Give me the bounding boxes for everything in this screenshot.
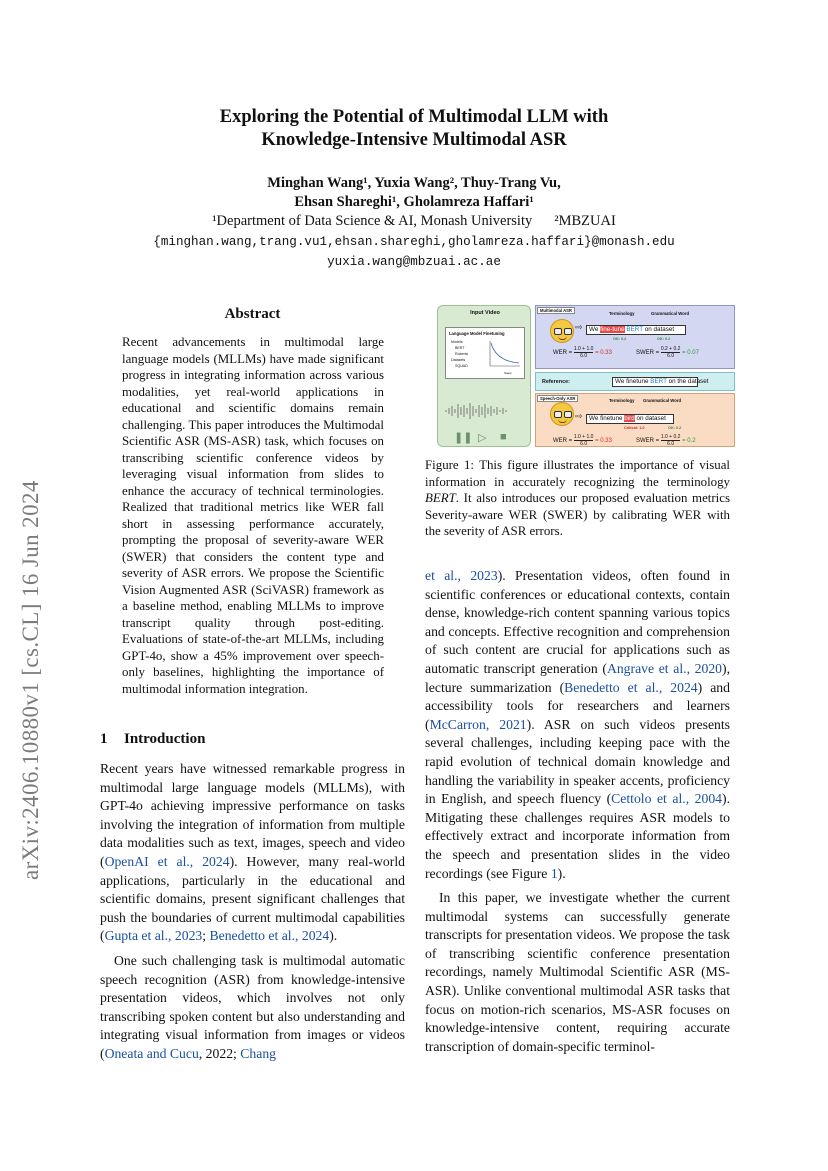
- numerator: 1.0 + 1.0: [573, 346, 594, 352]
- slide-title: Language Model Finetuning: [449, 331, 505, 336]
- word: on: [644, 326, 652, 333]
- text-run: ).: [557, 865, 566, 881]
- ok-score: OK: 0.2: [613, 337, 627, 341]
- citation-link[interactable]: et al., 2023: [425, 568, 498, 583]
- word: dataset: [653, 326, 675, 333]
- intro-paragraph-1: [100, 760, 405, 946]
- reference-panel: [535, 372, 735, 391]
- input-video-label: Input Video: [470, 310, 500, 316]
- term-word: BERT: [650, 378, 667, 385]
- wer-formula: [553, 434, 612, 447]
- denominator: 6.0: [580, 353, 588, 359]
- reference-sentence: [612, 377, 709, 387]
- figure-1-caption: [425, 457, 730, 540]
- citation-link[interactable]: McCarron, 2021: [429, 716, 527, 732]
- numerator: 1.0 + 0.2: [660, 434, 681, 440]
- numerator: 0.2 + 0.2: [660, 346, 681, 352]
- arrow-icon: ⇨: [575, 322, 583, 332]
- error-word: bird: [624, 415, 635, 422]
- figure-1: [437, 305, 735, 448]
- slide-thumbnail: [445, 327, 525, 379]
- swer-result: = 0.07: [682, 350, 699, 357]
- wer-formula: [553, 346, 612, 359]
- citation-link[interactable]: Benedetto et al., 2024: [564, 679, 698, 695]
- caption-emphasis: BERT: [425, 491, 456, 506]
- axis-steps: Steps: [504, 371, 512, 375]
- citation-link[interactable]: Benedetto et al., 2024: [209, 928, 330, 944]
- slide-item: Roberta: [455, 352, 468, 356]
- text-run: ;: [233, 1045, 241, 1061]
- term-word: BERT: [626, 326, 643, 333]
- text-run: ). However, many real-world applications, particularly in the educational and scientific domains, present significant challenges that push the boundaries of current multimodal capabilities (: [100, 853, 405, 944]
- caption-text: . It also introduces our proposed evaluation metrics Severity-aware WER (SWER) by calibrating WER with the severity of ASR errors.: [425, 491, 730, 539]
- affiliations: [100, 212, 728, 231]
- error-word: fine-tune: [600, 326, 625, 333]
- text-run: , 2022: [198, 1045, 234, 1061]
- text-run: ). Mitigating these challenges requires ASR models to effectively extract and incorporate information from the speech and presentation slides in the video recordings (see Figure: [425, 791, 731, 881]
- section-heading-introduction: [100, 731, 205, 748]
- title-line-1: Exploring the Potential of Multimodal LLM with: [219, 107, 609, 127]
- ok-score: OK: 0.2: [668, 426, 682, 430]
- right-paragraph-2: In this paper, we investigate whether the current multimodal systems can successfully generate transcripts for presentation videos. We propose the task of transcribing scientific conference presentation recordings, namely Multimodal Scientific ASR (MS-ASR). Unlike conventional multimodal ASR tasks that focus on motion-rich scenarios, MS-ASR focuses on knowledge-intensive content, requiring accurate transcription of domain-specific terminol-: [425, 890, 730, 1054]
- caption-text: Figure 1: This figure illustrates the importance of visual information in accurately recognizing the terminology: [425, 458, 730, 489]
- emails: [80, 232, 748, 272]
- text-run: ). ASR on such videos presents several challenges, including keeping pace with the rapid evolution of technical domain knowledge and handling the variability in speaker accents, proficiency in English, and speech fluency (: [425, 716, 730, 807]
- audio-waveform-icon: [444, 402, 508, 420]
- citation-link[interactable]: Oneata and Cucu: [104, 1045, 199, 1061]
- error-word: on: [636, 415, 644, 422]
- stop-icon[interactable]: ■: [500, 431, 507, 443]
- play-icon[interactable]: ▷: [478, 432, 487, 444]
- grammatical-word-label: Grammatical Word: [651, 311, 690, 316]
- loss-curve-icon: [488, 339, 522, 369]
- wer-result: = 0.33: [595, 438, 612, 445]
- denominator: 6.0: [667, 441, 675, 447]
- slide-item: SQUAD: [455, 364, 468, 368]
- citation-link[interactable]: Angrave et al., 2020: [606, 660, 723, 676]
- right-column-body: [425, 567, 730, 1056]
- swer-label: SWER =: [636, 350, 660, 357]
- terminology-label: Terminology: [609, 311, 635, 316]
- multimodal-asr-panel: [535, 305, 735, 369]
- figure-reference-link[interactable]: 1: [550, 865, 558, 881]
- swer-result: = 0.2: [682, 438, 696, 445]
- section-number: 1: [100, 731, 108, 747]
- text-run: One such challenging task is multimodal automatic speech recognition (ASR) from knowledge-intensive presentation videos, which involves not only transcribing spoken content but also understanding and integrating visual information from images or videos (: [100, 952, 405, 1061]
- swer-formula: [636, 346, 699, 359]
- citation-link[interactable]: Gupta et al., 2023: [104, 928, 203, 944]
- denominator: 6.0: [580, 441, 588, 447]
- title-line-2: Knowledge-Intensive Multimodal ASR: [261, 130, 567, 150]
- citation-link[interactable]: Chang: [240, 1045, 277, 1061]
- robot-face-icon: [550, 402, 574, 426]
- paper-title: [100, 106, 728, 152]
- left-column-body: [100, 760, 405, 1064]
- wer-label: WER =: [553, 350, 573, 357]
- multimodal-transcript: [586, 325, 686, 335]
- email-line-1: {minghan.wang,trang.vu1,ehsan.shareghi,gholamreza.haffari}@monash.edu: [153, 235, 675, 249]
- multimodal-asr-tag: Multimodal ASR: [537, 307, 575, 314]
- text-run: ) and accessibility tools for researchers and learners (: [425, 679, 730, 732]
- speech-only-asr-tag: Speech-Only ASR: [537, 395, 578, 402]
- email-line-2: yuxia.wang@mbzuai.ac.ae: [327, 255, 501, 269]
- speech-only-transcript: [586, 414, 674, 424]
- word: We: [589, 326, 599, 333]
- citation-link[interactable]: OpenAI et al., 2024: [104, 853, 230, 869]
- right-paragraph-1: [425, 567, 730, 883]
- slide-item: BERT: [455, 346, 465, 350]
- affiliation-1: ¹Department of Data Science & AI, Monash University: [212, 213, 533, 229]
- word: dataset: [645, 415, 666, 422]
- word: We finetune: [615, 378, 651, 385]
- word: We finetune: [589, 415, 623, 422]
- text-run: ), lecture summarization (: [425, 660, 730, 695]
- speech-only-asr-panel: [535, 393, 735, 447]
- arrow-icon: ⇨: [575, 411, 583, 421]
- authors-line-2: Ehsan Shareghi¹, Gholamreza Haffari¹: [294, 194, 534, 210]
- denominator: 6.0: [667, 353, 675, 359]
- terminology-label: Terminology: [609, 398, 635, 403]
- slide-item: Datasets: [451, 358, 466, 362]
- ok-score: OK: 0.2: [657, 337, 671, 341]
- intro-paragraph-2: [100, 952, 405, 1064]
- text-run: ).: [329, 928, 338, 944]
- text-run: ). Presentation videos, often found in scientific conferences or educational contexts, contain dense, knowledge-rich content spanning various topics and concepts. Effective recognition and comprehension of such content are crucial for applications such as automatic transcript generation (: [425, 568, 730, 676]
- input-video-panel: [437, 305, 531, 447]
- robot-face-icon: [550, 319, 574, 343]
- critical-score: Critical: 1.0: [624, 426, 645, 430]
- arxiv-identifier: arXiv:2406.10880v1 [cs.CL] 16 Jun 2024: [18, 480, 43, 880]
- abstract-text: Recent advancements in multimodal large language models (MLLMs) have made significant progress in integrating information across various modalities, yet real-world applications in educational and scientific domains remain challenging. This paper introduces the Multimodal Scientific ASR (MS-ASR) task, which focuses on transcribing scientific conference videos by leveraging visual information from slides to enhance the accuracy of technical terminologies. Realized that traditional metrics like WER fall short in assessing performance accurately, prompting the proposal of severity-aware WER (SWER) that considers the content type and severity of ASR errors. We propose the Scientific Vision Augmented ASR (SciVASR) framework as a baseline method, enabling MLLMs to improve transcript quality through post-editing. Evaluations of state-of-the-art MLLMs, including GPT-4o, show a 45% improvement over speech-only baselines, highlighting the importance of multimodal information integration.: [122, 335, 384, 696]
- author-list: [100, 174, 728, 212]
- affiliation-2: ²MBZUAI: [554, 213, 616, 229]
- pause-icon[interactable]: ❚❚: [454, 432, 473, 444]
- authors-line-1: Minghan Wang¹, Yuxia Wang², Thuy-Trang Vu,: [267, 175, 561, 191]
- wer-result: = 0.33: [595, 350, 612, 357]
- word: on the dataset: [666, 378, 709, 385]
- wer-label: WER =: [553, 438, 573, 445]
- grammatical-word-label: Grammatical Word: [643, 398, 682, 403]
- text-run: Recent years have witnessed remarkable progress in multimodal large language models (MLLMs), with GPT-4o achieving impressive performance on tasks involving the integration of information from multiple data modalities such as text, images, speech and video (: [100, 761, 405, 869]
- abstract-heading: Abstract: [224, 306, 281, 322]
- reference-label: Reference:: [542, 379, 570, 385]
- text-run: ;: [202, 928, 210, 944]
- section-title: Introduction: [124, 731, 206, 747]
- numerator: 1.0 + 1.0: [573, 434, 594, 440]
- citation-link[interactable]: Cettolo et al., 2004: [611, 791, 723, 807]
- slide-item: Models: [451, 340, 463, 344]
- swer-label: SWER =: [636, 438, 660, 445]
- swer-formula: [636, 434, 696, 447]
